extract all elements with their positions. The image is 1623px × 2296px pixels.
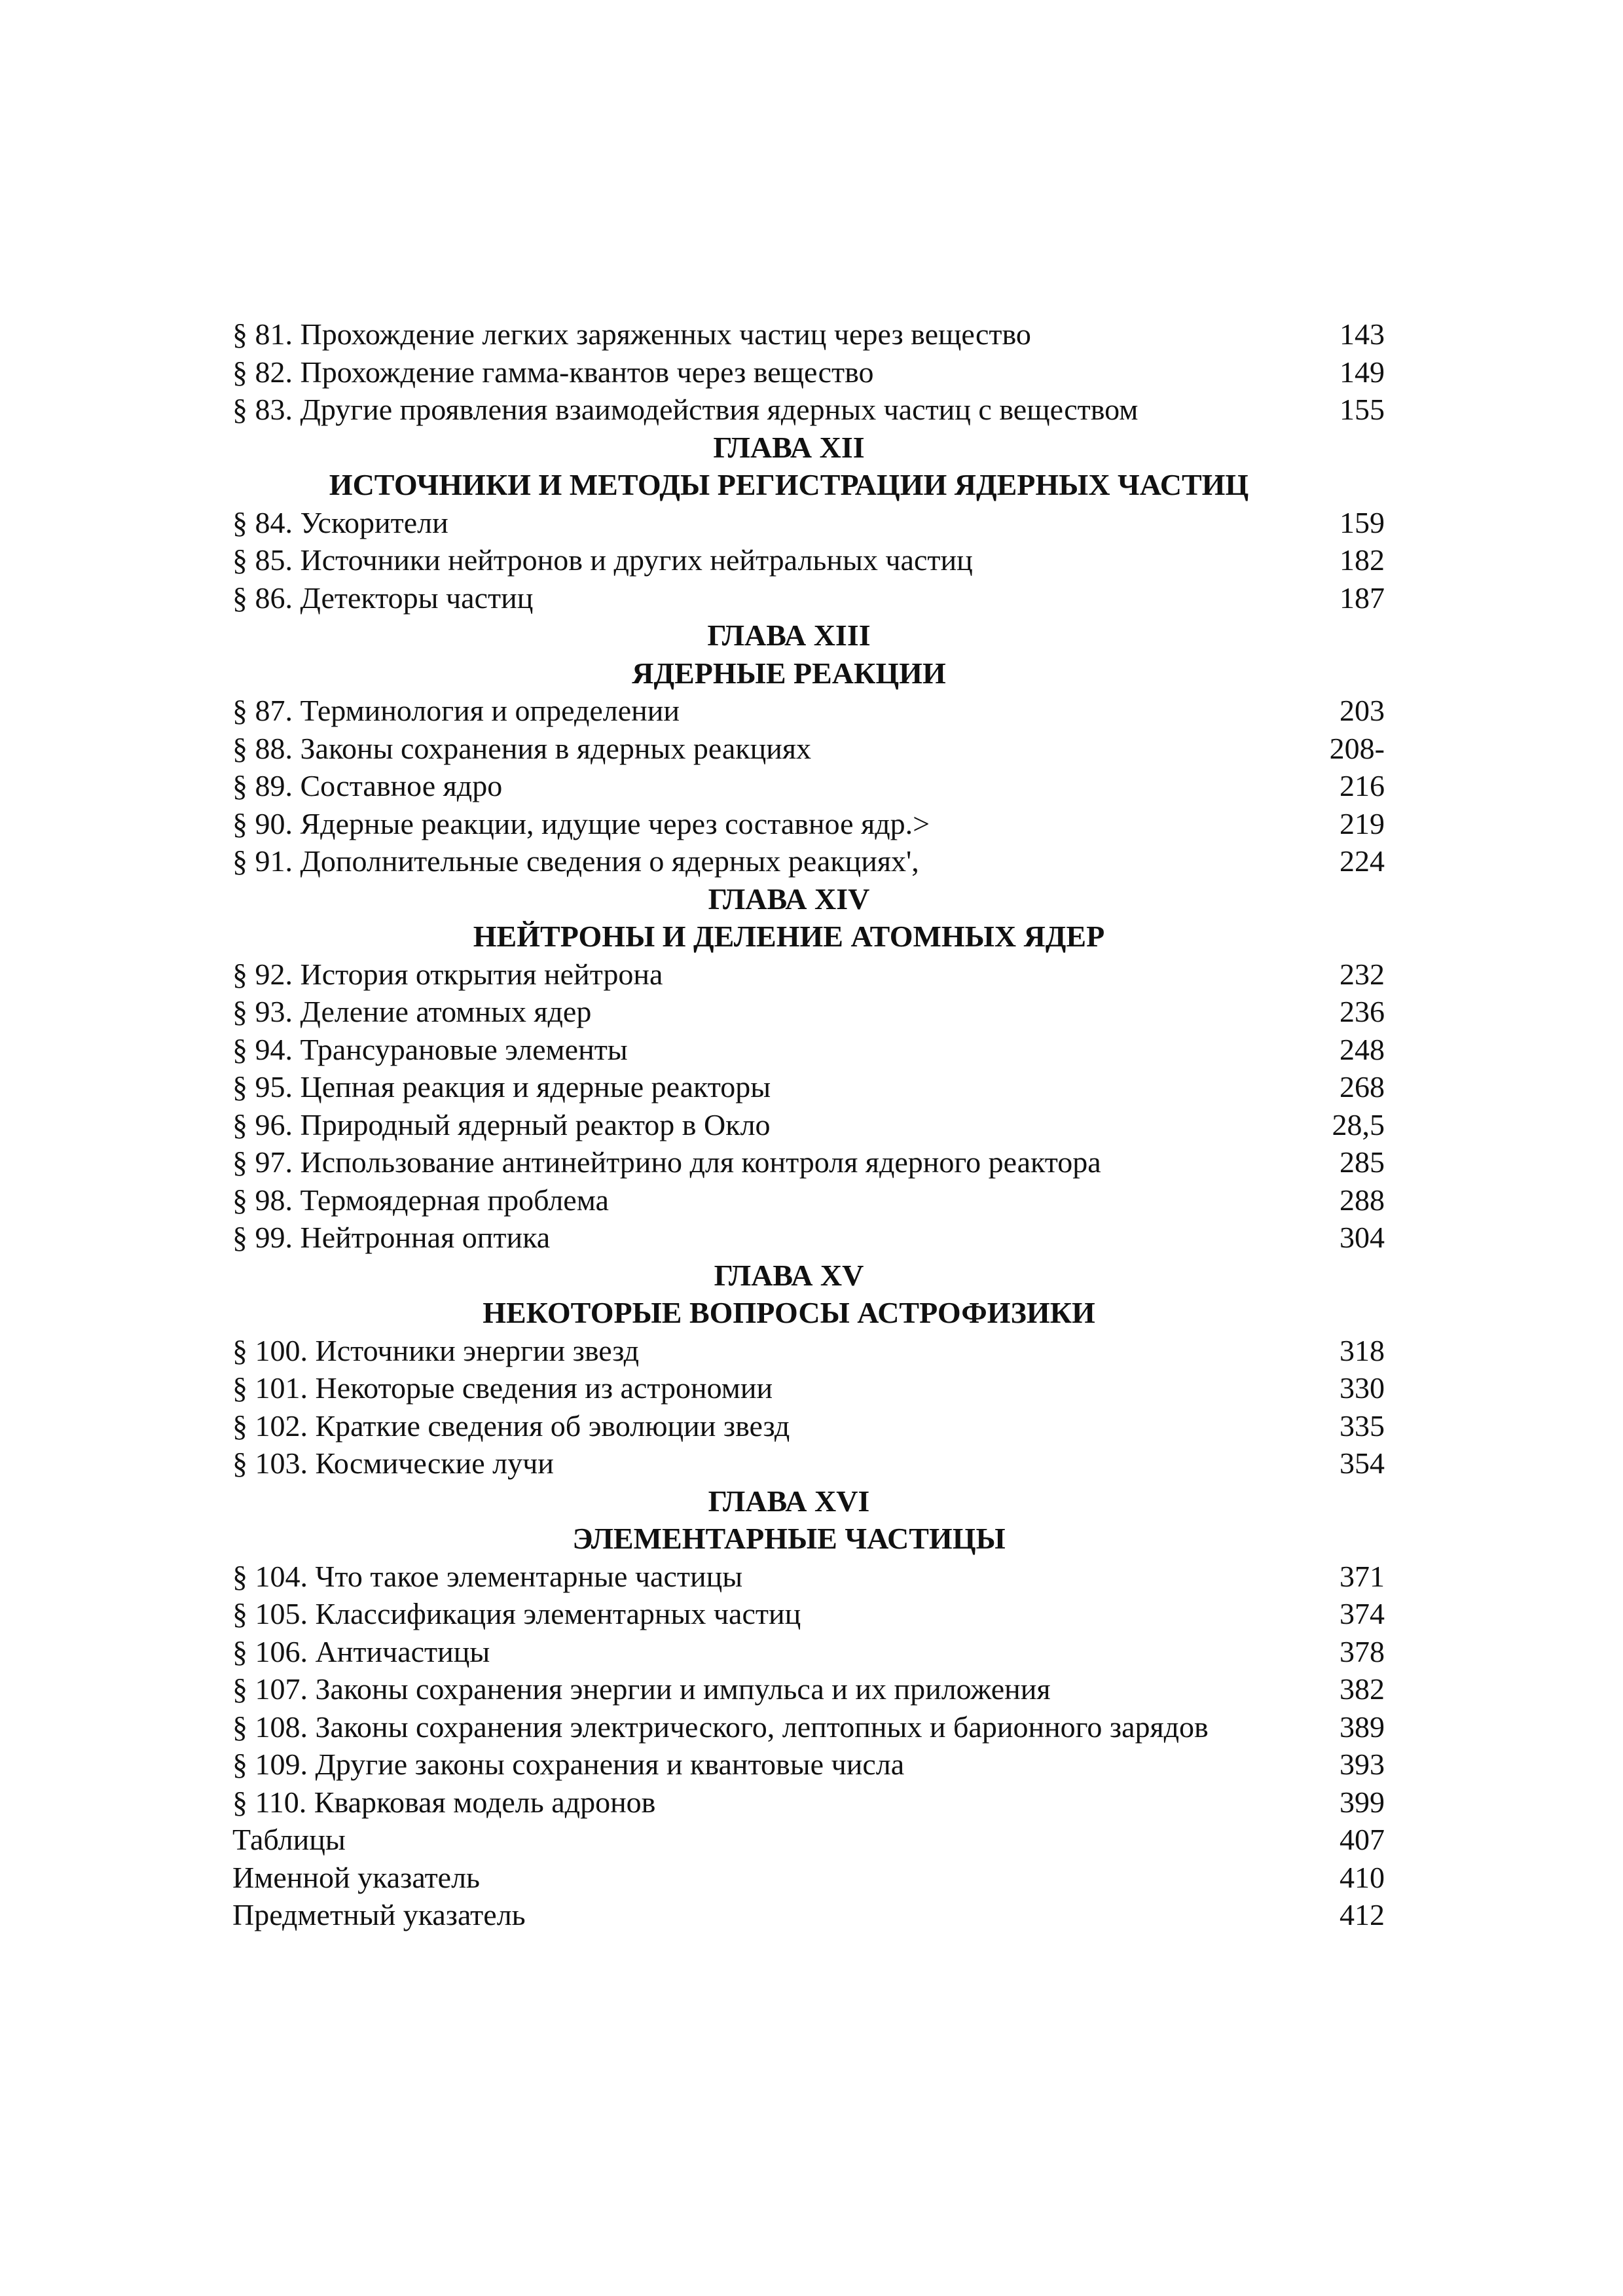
- toc-entry: [232, 1143, 1385, 1181]
- chapter-label: ГЛАВА XVI: [708, 1484, 870, 1518]
- chapter-title: ЯДЕРНЫЕ РЕАКЦИИ: [632, 656, 946, 690]
- toc-group: [232, 1332, 1385, 1482]
- toc-entry: [232, 767, 1385, 805]
- entry-title: Таблицы: [232, 1823, 346, 1856]
- entry-page: 219: [1340, 806, 1385, 840]
- chapter-title: НЕЙТРОНЫ И ДЕЛЕНИЕ АТОМНЫХ ЯДЕР: [473, 920, 1105, 953]
- entry-title: § 85. Источники нейтронов и других нейтральных частиц: [232, 543, 973, 577]
- toc-group: [232, 956, 1385, 1257]
- entry-title: § 105. Классификация элементарных частиц: [232, 1597, 801, 1630]
- entry-page: 182: [1340, 543, 1385, 577]
- entry-page: 407: [1340, 1823, 1385, 1856]
- chapter-title: ЭЛЕМЕНТАРНЫЕ ЧАСТИЦЫ: [572, 1522, 1006, 1555]
- toc-entry: [232, 1181, 1385, 1219]
- entry-title: § 83. Другие проявления взаимодействия ядерных частиц с веществом: [232, 393, 1139, 426]
- toc-entry: [232, 1444, 1385, 1482]
- entry-title: § 107. Законы сохранения энергии и импульса и их приложения: [232, 1672, 1051, 1706]
- toc-entry: [232, 1896, 1385, 1934]
- entry-title: § 96. Природный ядерный реактор в Окло: [232, 1107, 771, 1141]
- entry-page: 371: [1340, 1559, 1385, 1593]
- chapter-label: ГЛАВА XV: [714, 1258, 864, 1292]
- entry-page: 412: [1340, 1898, 1385, 1931]
- chapter-title: НЕКОТОРЫЕ ВОПРОСЫ АСТРОФИЗИКИ: [483, 1296, 1095, 1329]
- entry-page: 232: [1340, 957, 1385, 991]
- toc-entry: [232, 1859, 1385, 1897]
- toc-entry: [232, 504, 1385, 542]
- entry-title: § 90. Ядерные реакции, идущие через составное ядр.>: [232, 806, 930, 840]
- toc-entry: [232, 1784, 1385, 1821]
- entry-title: § 103. Космические лучи: [232, 1446, 554, 1480]
- toc-entry: [232, 1595, 1385, 1633]
- entry-title: Предметный указатель: [232, 1898, 526, 1931]
- entry-page: 354: [1340, 1446, 1385, 1480]
- entry-page: 335: [1340, 1408, 1385, 1443]
- entry-page: 393: [1340, 1748, 1385, 1781]
- entry-page: 382: [1340, 1672, 1385, 1706]
- entry-title: § 98. Термоядерная проблема: [232, 1183, 609, 1217]
- chapter-label: ГЛАВА XII: [713, 430, 865, 464]
- entry-title: § 109. Другие законы сохранения и квантовые числа: [232, 1748, 905, 1781]
- toc-entry: [232, 956, 1385, 994]
- entry-page: 248: [1340, 1032, 1385, 1066]
- entry-section-number: § 108.: [232, 1710, 316, 1744]
- toc-entry: [232, 1031, 1385, 1069]
- entry-title: § 84. Ускорители: [232, 505, 448, 539]
- toc-entry: [232, 805, 1385, 843]
- entry-title: § 81. Прохождение легких заряженных частиц через вещество: [232, 317, 1031, 351]
- entry-page: 216: [1340, 769, 1385, 802]
- toc-entry: [232, 1746, 1385, 1784]
- toc-entry: [232, 1633, 1385, 1671]
- entry-page: 410: [1340, 1860, 1385, 1894]
- entry-title: § 100. Источники энергии звезд: [232, 1333, 639, 1367]
- toc-entry: [232, 353, 1385, 391]
- entry-page: 159: [1340, 505, 1385, 539]
- entry-title: § 91. Дополнительные сведения о ядерных реакциях',: [232, 844, 919, 878]
- entry-title: § 97. Использование антинейтрино для контроля ядерного реактора: [232, 1145, 1101, 1179]
- chapter-label: ГЛАВА XIV: [708, 882, 870, 916]
- entry-title: § 88. Законы сохранения в ядерных реакциях: [232, 731, 811, 765]
- entry-title: § 99. Нейтронная оптика: [232, 1221, 551, 1254]
- entry-title: § 94. Трансурановые элементы: [232, 1032, 628, 1066]
- entry-page: 389: [1340, 1710, 1385, 1744]
- entry-title: § 106. Античастицы: [232, 1634, 490, 1668]
- entry-title: § 102. Краткие сведения об эволюции звезд: [232, 1408, 790, 1443]
- toc-entry: [232, 1106, 1385, 1144]
- toc-entry: [232, 730, 1385, 768]
- entry-title: § 95. Цепная реакция и ядерные реакторы: [232, 1070, 771, 1103]
- entry-page: 374: [1340, 1597, 1385, 1630]
- entry-page: 187: [1340, 581, 1385, 615]
- entry-title: § 110. Кварковая модель адронов: [232, 1785, 656, 1819]
- entry-page: 224: [1340, 844, 1385, 878]
- entry-title: § 92. История открытия нейтрона: [232, 957, 663, 991]
- toc-entry: [232, 579, 1385, 617]
- entry-page: 285: [1340, 1145, 1385, 1179]
- toc-entry: [232, 1369, 1385, 1407]
- entry-page: 28,5: [1332, 1107, 1385, 1141]
- entry-page: 208-: [1329, 731, 1385, 765]
- toc-entry: [232, 993, 1385, 1031]
- entry-page: 399: [1340, 1785, 1385, 1819]
- entry-title: § 93. Деление атомных ядер: [232, 995, 592, 1028]
- toc-entry: [232, 541, 1385, 579]
- entry-title: § 86. Детекторы частиц: [232, 581, 534, 615]
- toc-entry: [232, 391, 1385, 429]
- toc-entry: [232, 692, 1385, 730]
- entry-page: 330: [1340, 1371, 1385, 1405]
- entry-title: § 104. Что такое элементарные частицы: [232, 1559, 743, 1593]
- entry-title: § 87. Терминология и определении: [232, 694, 680, 727]
- chapter-label: ГЛАВА XIII: [707, 619, 871, 652]
- entry-title: § 101. Некоторые сведения из астрономии: [232, 1371, 773, 1405]
- toc-entry: [232, 1821, 1385, 1859]
- toc-group: [232, 1746, 1385, 1934]
- toc-entry: [232, 1407, 1385, 1445]
- entry-page: 268: [1340, 1070, 1385, 1103]
- toc-group: [232, 1558, 1385, 1708]
- entry-page: 203: [1340, 694, 1385, 727]
- table-of-contents: [232, 315, 1385, 1934]
- entry-page: 236: [1340, 995, 1385, 1028]
- entry-page: 288: [1340, 1183, 1385, 1217]
- entry-title: Именной указатель: [232, 1860, 481, 1894]
- toc-entry: [232, 842, 1385, 880]
- toc-entry: [232, 1332, 1385, 1370]
- entry-title: § 82. Прохождение гамма-квантов через вещество: [232, 355, 874, 389]
- toc-entry: [232, 1670, 1385, 1708]
- toc-entry-wrapped: [232, 1708, 1385, 1746]
- chapter-title: ИСТОЧНИКИ И МЕТОДЫ РЕГИСТРАЦИИ ЯДЕРНЫХ ЧАСТИЦ: [329, 468, 1249, 501]
- entry-page: 149: [1340, 355, 1385, 389]
- toc-entry: [232, 315, 1385, 353]
- toc-entry: [232, 1219, 1385, 1257]
- entry-title: [232, 1708, 1306, 1746]
- entry-page: 378: [1340, 1634, 1385, 1668]
- entry-page: 155: [1340, 393, 1385, 426]
- entry-page: 304: [1340, 1221, 1385, 1254]
- toc-group: [232, 504, 1385, 617]
- entry-title: § 89. Составное ядро: [232, 769, 503, 802]
- entry-text: Законы сохранения электрического, лептопных и барионного зарядов: [315, 1710, 1209, 1744]
- entry-page: 143: [1340, 317, 1385, 351]
- toc-group: [232, 692, 1385, 880]
- toc-group: [232, 315, 1385, 429]
- toc-entry: [232, 1068, 1385, 1106]
- entry-page: 318: [1340, 1333, 1385, 1367]
- toc-entry: [232, 1558, 1385, 1596]
